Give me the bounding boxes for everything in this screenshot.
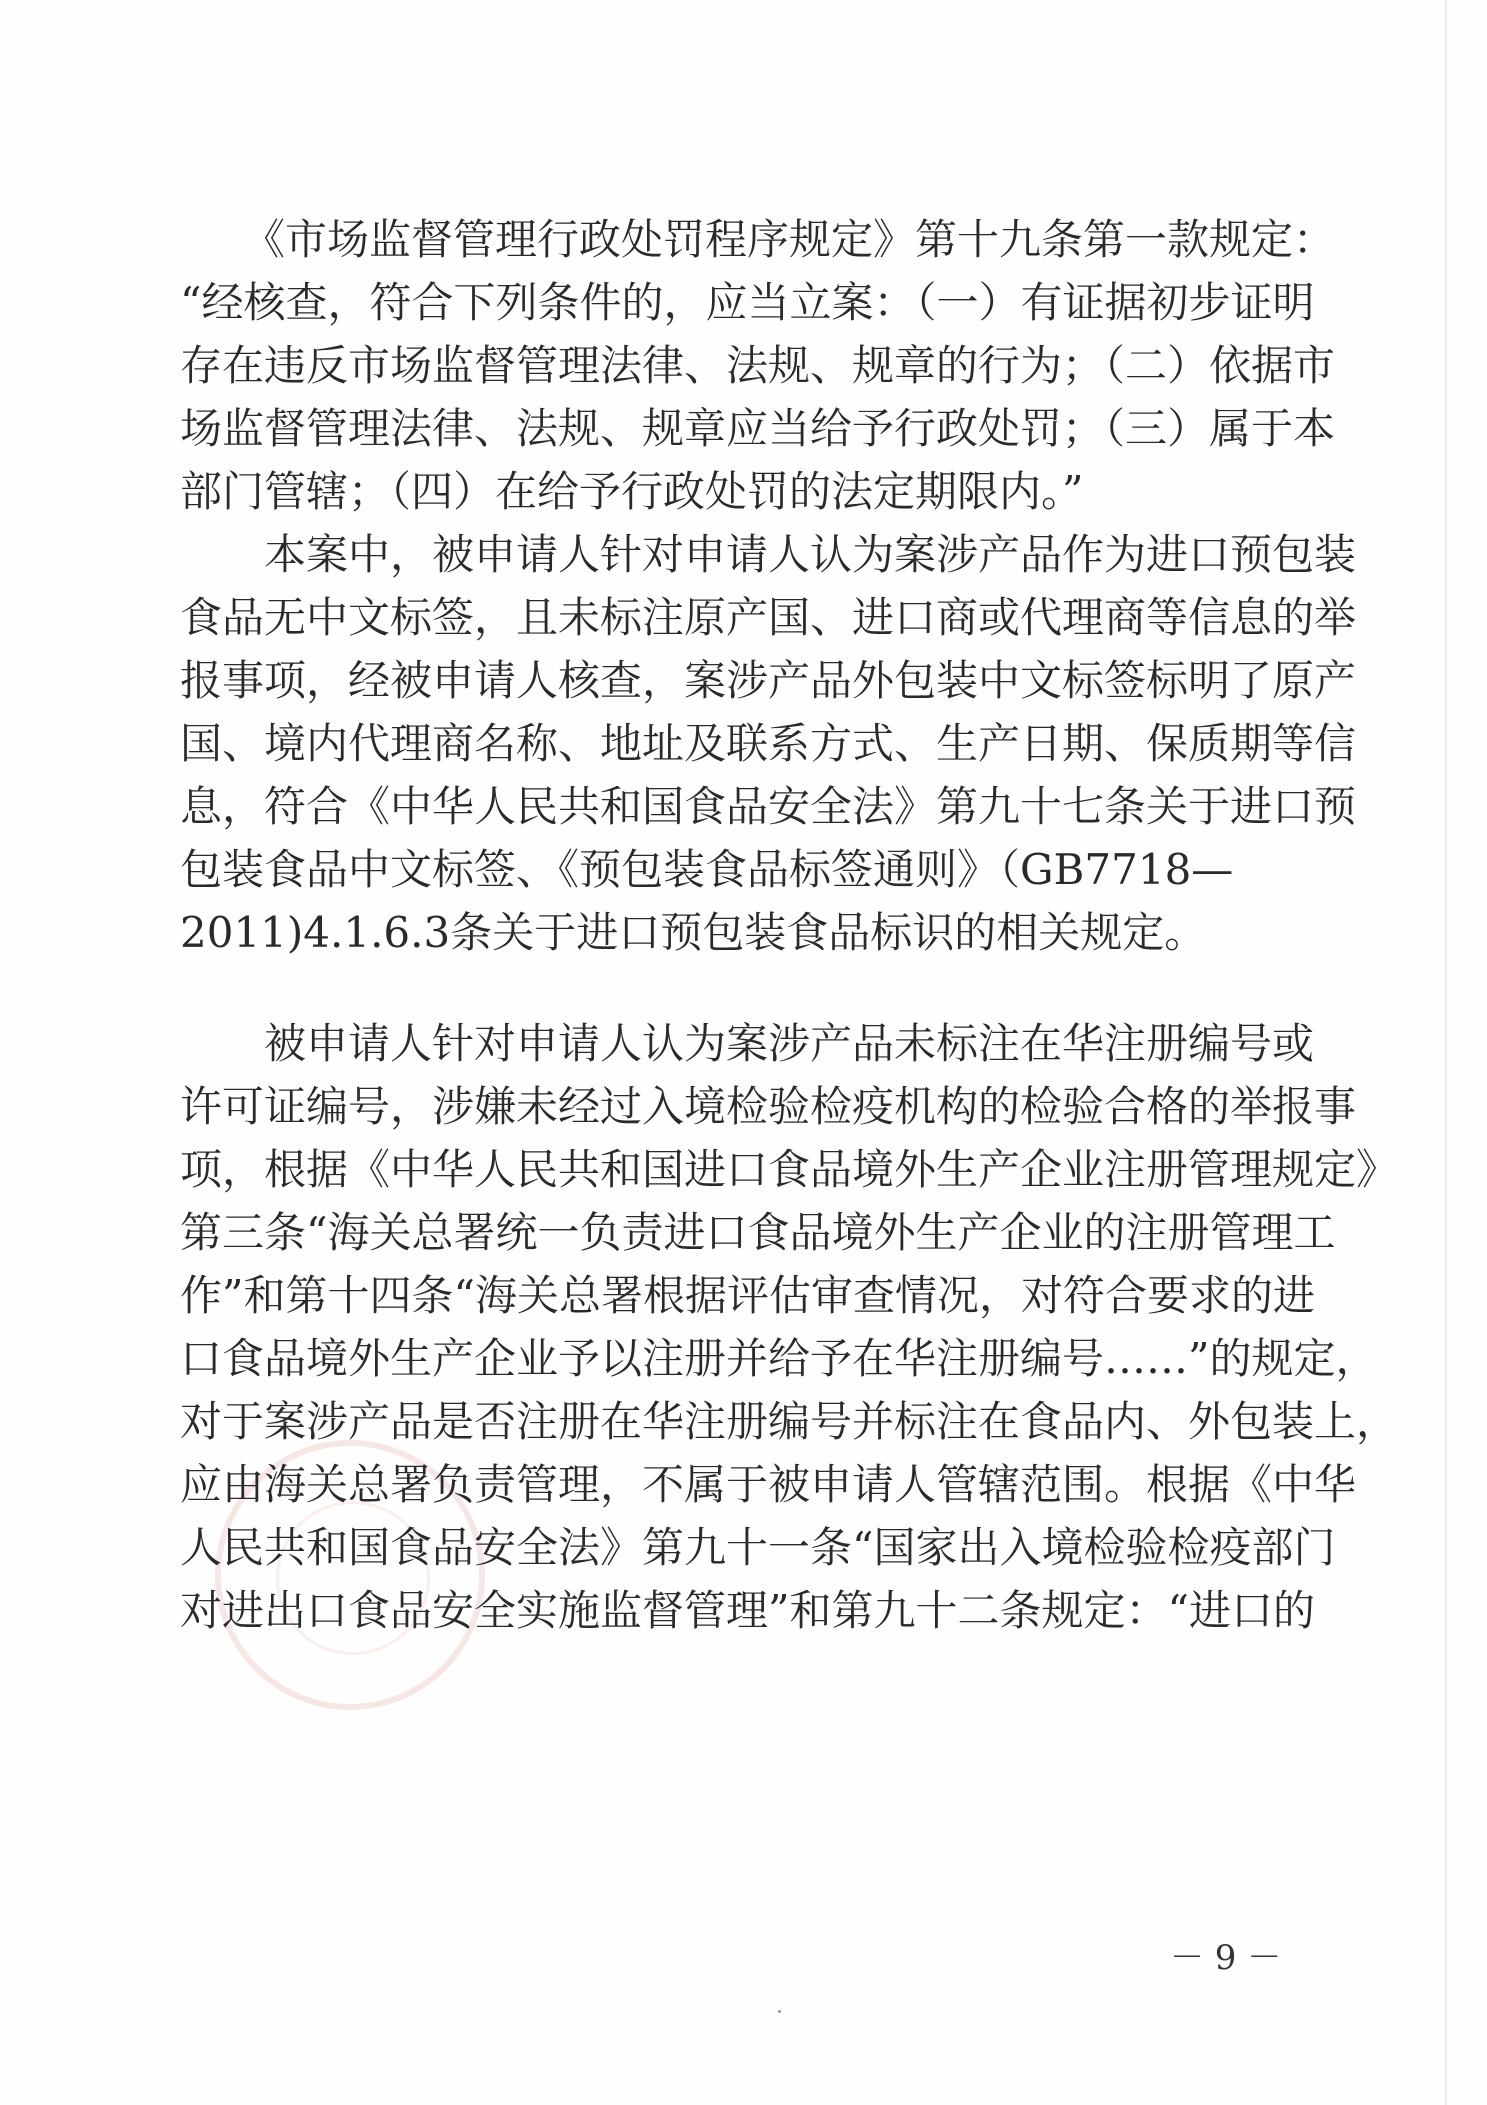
text-line: 存在违反市场监督管理法律、法规、规章的行为；（二）依据市	[180, 341, 1336, 390]
text-line: 人民共和国食品安全法》第九十一条“国家出入境检验检疫部门	[180, 1523, 1336, 1572]
text-line: 项，根据《中华人民共和国进口食品境外生产企业注册管理规定》	[180, 1145, 1399, 1194]
text-line: 对于案涉产品是否注册在华注册编号并标注在食品内、外包装上，	[180, 1397, 1399, 1446]
text-line: 本案中，被申请人针对申请人认为案涉产品作为进口预包装	[180, 530, 1357, 579]
scan-speck	[778, 2010, 781, 2013]
text-line: 第三条“海关总署统一负责进口食品境外生产企业的注册管理工	[180, 1208, 1336, 1257]
text-line: 场监督管理法律、法规、规章应当给予行政处罚；（三）属于本	[180, 404, 1336, 453]
text-line: 口食品境外生产企业予以注册并给予在华注册编号……”的规定，	[180, 1334, 1378, 1383]
text-line: 被申请人针对申请人认为案涉产品未标注在华注册编号或	[180, 1019, 1315, 1068]
text-line: 国、境内代理商名称、地址及联系方式、生产日期、保质期等信	[180, 719, 1357, 768]
text-line: 报事项，经被申请人核查，案涉产品外包装中文标签标明了原产	[180, 656, 1357, 705]
text-line: 《市场监督管理行政处罚程序规定》第十九条第一款规定：	[180, 215, 1336, 264]
text-line: “经核查，符合下列条件的，应当立案：（一）有证据初步证明	[180, 278, 1315, 327]
text-line: 许可证编号，涉嫌未经过入境检验检疫机构的检验合格的举报事	[180, 1082, 1357, 1131]
text-line: 作”和第十四条“海关总署根据评估审查情况，对符合要求的进	[180, 1271, 1315, 1320]
scan-edge-line	[1445, 0, 1447, 2105]
text-line: 包装食品中文标签、《预包装食品标签通则》（GB7718—	[180, 845, 1234, 894]
text-line: 食品无中文标签，且未标注原产国、进口商或代理商等信息的举	[180, 593, 1357, 642]
text-line: 息，符合《中华人民共和国食品安全法》第九十七条关于进口预	[180, 782, 1357, 831]
text-line: 应由海关总署负责管理，不属于被申请人管辖范围。根据《中华	[180, 1460, 1357, 1509]
page-number: － 9 －	[1170, 1938, 1282, 1978]
text-line: 对进出口食品安全实施监督管理”和第九十二条规定：“进口的	[180, 1586, 1315, 1635]
text-line: 2011)4.1.6.3条关于进口预包装食品标识的相关规定。	[180, 908, 1207, 957]
text-line: 部门管辖；（四）在给予行政处罚的法定期限内。”	[180, 467, 1084, 516]
